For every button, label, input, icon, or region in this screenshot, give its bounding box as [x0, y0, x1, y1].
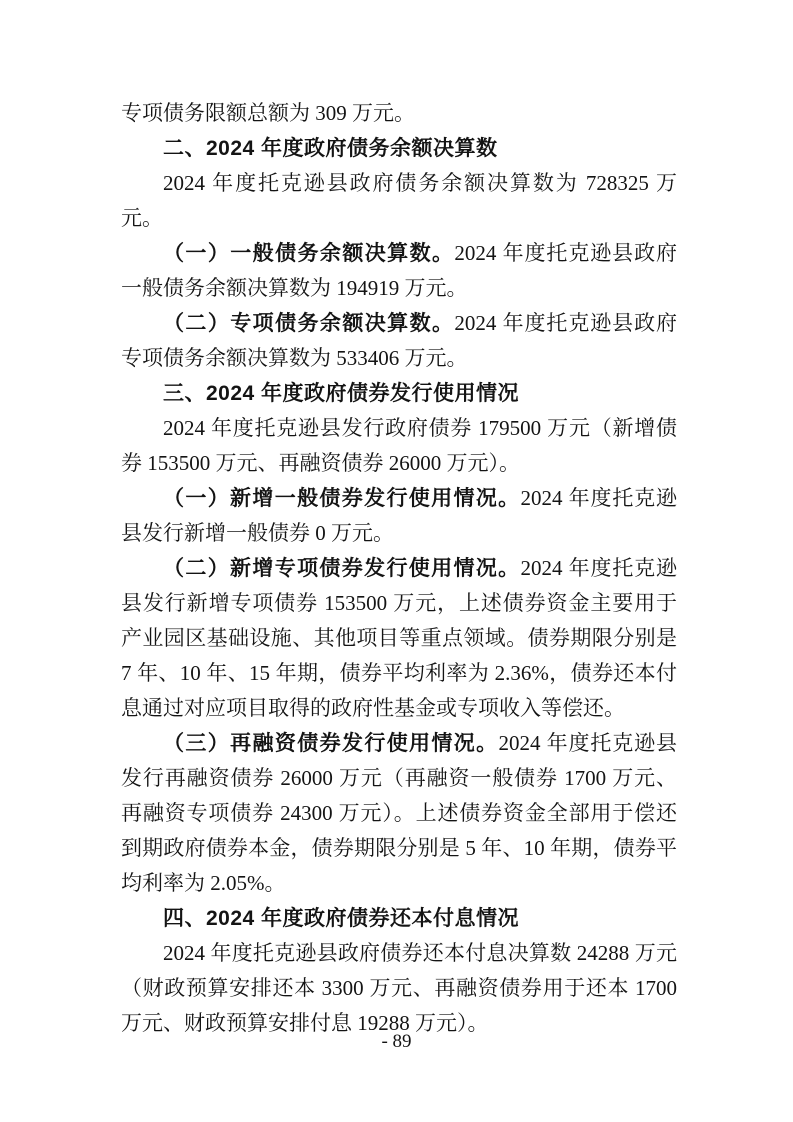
paragraph	[121, 166, 677, 236]
paragraph-lead: （一）一般债务余额决算数。	[163, 241, 455, 265]
section-heading-text: 四、2024 年度政府债券还本付息情况	[163, 907, 520, 930]
paragraph-lead: （一）新增一般债券发行使用情况。	[163, 486, 521, 510]
paragraph-text: 2024 年度托克逊县政府债券还本付息决算数 24288 万元（财政预算安排还本 3300 万元、再融资债券用于还本 1700 万元、财政预算安排付息 19288 万元）。	[121, 941, 677, 1035]
paragraph	[121, 306, 677, 376]
paragraph-text: 2024 年度托克逊县发行新增一般债券 0 万元。	[121, 486, 678, 545]
paragraph	[121, 551, 677, 726]
paragraph-text: 2024 年度托克逊县发行政府债券 179500 万元（新增债券 153500 万元、再融资债券 26000 万元）。	[121, 416, 677, 475]
section-heading	[121, 376, 677, 411]
section-heading	[121, 131, 677, 166]
section-heading	[121, 901, 677, 936]
paragraph-text: 2024 年度托克逊县政府债务余额决算数为 728325 万元。	[121, 171, 677, 230]
page-footer	[0, 1031, 793, 1053]
section-heading-text: 三、2024 年度政府债券发行使用情况	[163, 382, 520, 405]
paragraph	[121, 481, 677, 551]
paragraph	[121, 726, 677, 901]
paragraph-lead: （三）再融资债券发行使用情况。	[163, 731, 499, 755]
paragraph	[121, 936, 677, 1041]
paragraph-text: 专项债务限额总额为 309 万元。	[121, 101, 415, 125]
paragraph-text: 2024 年度托克逊县政府一般债务余额决算数为 194919 万元。	[121, 241, 678, 300]
paragraph	[121, 236, 677, 306]
paragraph-lead: （二）新增专项债券发行使用情况。	[163, 556, 521, 580]
document-body	[121, 96, 677, 1041]
paragraph-text: 2024 年度托克逊县发行新增专项债券 153500 万元，上述债券资金主要用于产业园区基础设施、其他项目等重点领域。债券期限分别是 7 年、10 年、15 年期，债券平均利率为 2.36%，债券还本付息通过对应项目取得的政府性基金或专项收入等偿还。	[121, 556, 678, 720]
paragraph-text: 2024 年度托克逊县政府专项债务余额决算数为 533406 万元。	[121, 311, 678, 370]
paragraph-text: 2024 年度托克逊县发行再融资债券 26000 万元（再融资一般债券 1700 万元、再融资专项债券 24300 万元）。上述债券资金全部用于偿还到期政府债券本金，债券期限分别是 5 年、10 年期，债券平均利率为 2.05%。	[121, 731, 678, 895]
page-number: - 89	[381, 1031, 412, 1052]
section-heading-text: 二、2024 年度政府债务余额决算数	[163, 137, 498, 160]
paragraph	[121, 96, 677, 131]
paragraph-lead: （二）专项债务余额决算数。	[163, 311, 455, 335]
paragraph	[121, 411, 677, 481]
